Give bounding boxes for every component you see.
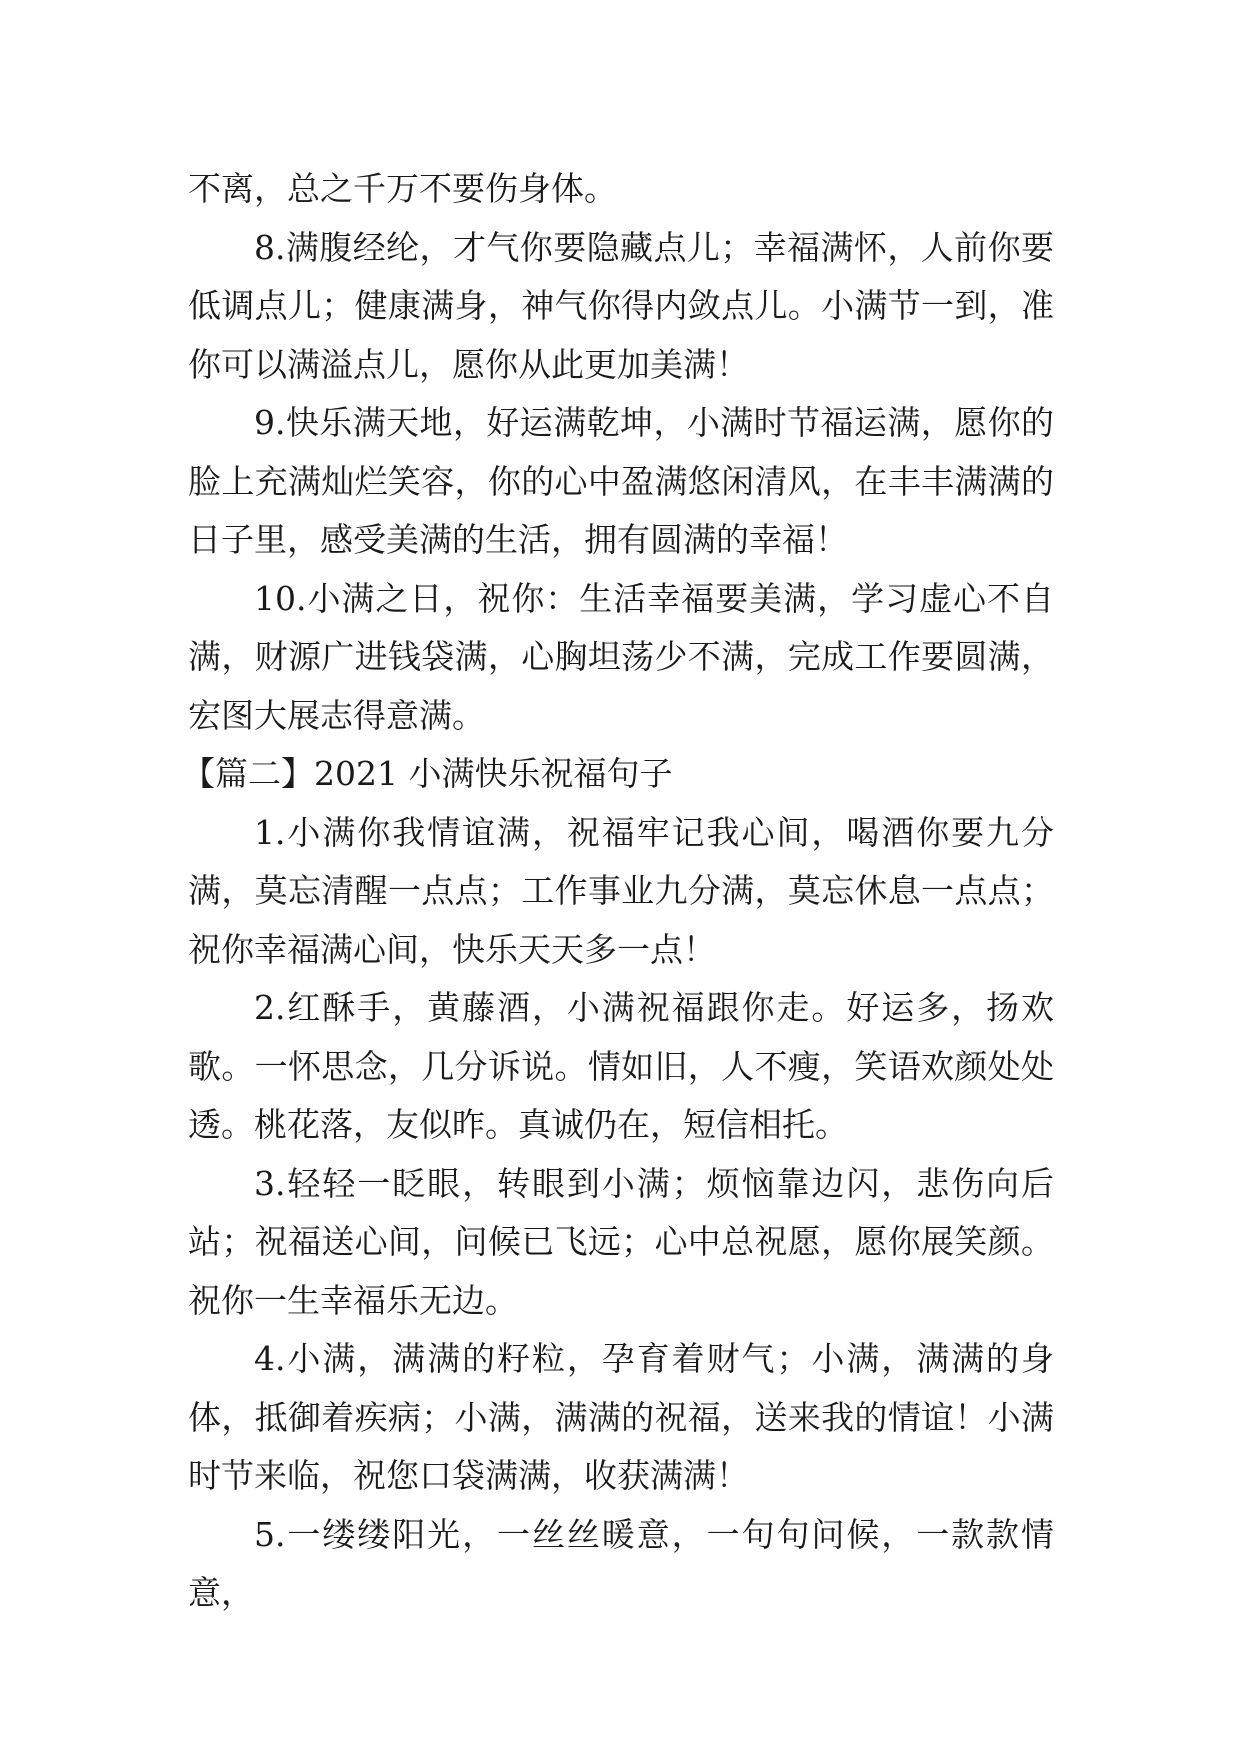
paragraph-item-8: 8.满腹经纶，才气你要隐藏点儿；幸福满怀，人前你要低调点儿；健康满身，神气你得内敛点儿。小满节一到，准你可以满溢点儿，愿你从此更加美满！ (188, 227, 1054, 384)
section-heading: 【篇二】2021 小满快乐祝福句子 (182, 754, 673, 793)
section-paragraph-1: 1.小满你我情谊满，祝福牢记我心间，喝酒你要九分满，莫忘清醒一点点；工作事业九分满，莫忘休息一点点；祝你幸福满心间，快乐天天多一点！ (188, 812, 1054, 969)
section-paragraph-4: 4.小满，满满的籽粒，孕育着财气；小满，满满的身体，抵御着疾病；小满，满满的祝福，送来我的情谊！小满时节来临，祝您口袋满满，收获满满！ (188, 1339, 1054, 1495)
paragraph-item-10: 10.小满之日，祝你：生活幸福要美满，学习虚心不自满，财源广进钱袋满，心胸坦荡少不满，完成工作要圆满，宏图大展志得意满。 (188, 578, 1054, 735)
paragraph-continuation: 不离，总之千万不要伤身体。 (188, 169, 617, 208)
section-paragraph-3: 3.轻轻一眨眼，转眼到小满；烦恼靠边闪，悲伤向后站；祝福送心间，问候已飞远；心中总祝愿，愿你展笑颜。祝你一生幸福乐无边。 (188, 1163, 1054, 1320)
document-body (182, 160, 1054, 1623)
section-paragraph-5: 5.一缕缕阳光，一丝丝暖意，一句句问候，一款款情意， (188, 1514, 1054, 1612)
paragraph-item-9: 9.快乐满天地，好运满乾坤，小满时节福运满，愿你的脸上充满灿烂笑容，你的心中盈满悠闲清风，在丰丰满满的日子里，感受美满的生活，拥有圆满的幸福！ (188, 403, 1054, 559)
section-paragraph-2: 2.红酥手，黄藤酒，小满祝福跟你走。好运多，扬欢歌。一怀思念，几分诉说。情如旧，人不瘦，笑语欢颜处处透。桃花落，友似昨。真诚仍在，短信相托。 (188, 988, 1054, 1144)
